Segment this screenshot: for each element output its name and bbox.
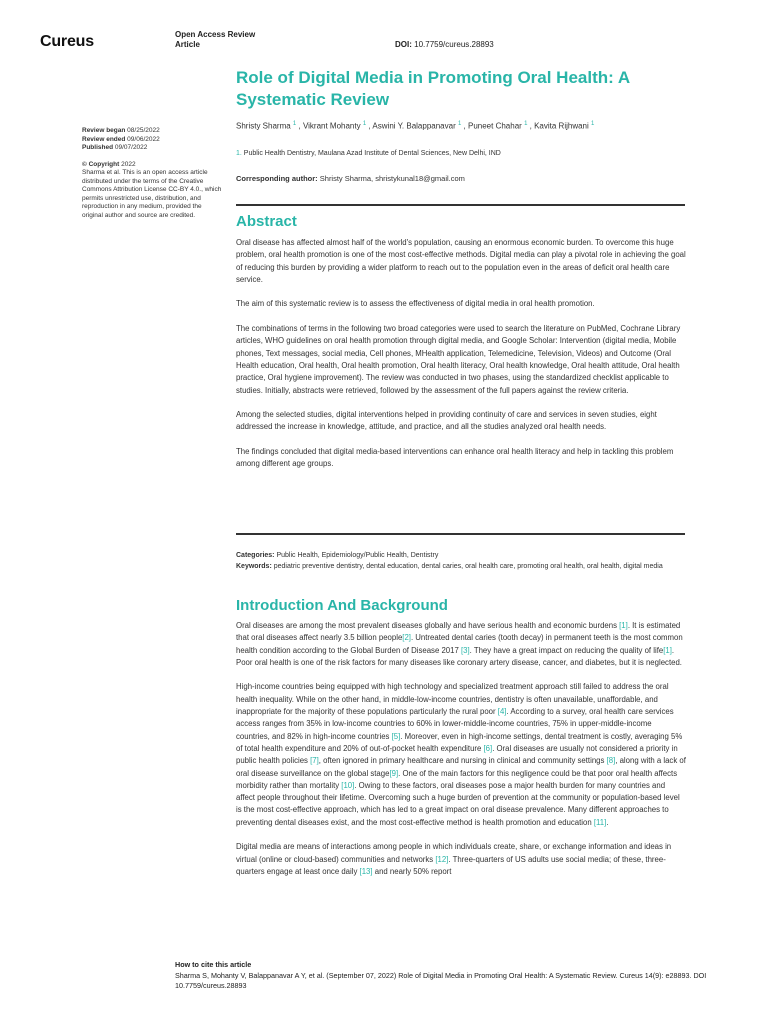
author-name[interactable]: Shristy Sharma: [236, 121, 291, 131]
review-ended: [82, 136, 222, 145]
author-list: Shristy Sharma $^1$ , Vikrant Mohanty $^1$ , Aswini Y. Balappanavar $^1$ , Puneet Chahar $^1$ , Kavita Rijhwani $^1$: [236, 121, 595, 131]
intro-heading: Introduction And Background: [236, 597, 448, 614]
text-run: Oral diseases are among the most prevalent diseases globally and have serious health and economic burdens: [236, 621, 620, 630]
text-run: . Poor oral health is one of the risk factors for many diseases like coronary artery disease, cancer, and diabetes, but it is neglected.: [236, 645, 682, 667]
keywords-text: pediatric preventive dentistry, dental education, dental caries, oral health care, promoting oral health, oral health, digital media: [273, 563, 663, 570]
abstract-body: [236, 237, 686, 483]
license-text: Sharma et al. This is an open access article distributed under the terms of the Creative Commons Attribution License CC-BY 4.0., which permits unrestricted use, distribution, and reproduction in any medium, provided the original author and source are credited.: [82, 169, 222, 219]
author-affiliation-mark: 1: [524, 121, 528, 127]
citation-link[interactable]: [10]: [341, 780, 355, 790]
article-type-line1: Open Access Review: [175, 30, 256, 39]
text-run: , often ignored in primary healthcare and nursing in clinical and community settings: [318, 756, 607, 766]
affiliation-number: 1.: [236, 150, 242, 157]
citation-link[interactable]: [7]: [310, 756, 319, 766]
text-run: Digital media are means of interactions among people in which individuals create, share, or exchange information and ideas in virtual (online or cloud-based) communities and networks: [236, 842, 672, 864]
review-began-label: Review began: [82, 127, 126, 134]
text-run: . Moreover, even in high-income settings, dental treatment is costly, averaging 5% of total health expenditure and 20% of out-of-pocket health expenditure: [236, 731, 683, 753]
keywords-label: Keywords:: [236, 563, 272, 570]
categories-label: Categories:: [236, 552, 275, 559]
review-began: [82, 127, 222, 136]
article-title: Role of Digital Media in Promoting Oral Health: A Systematic Review: [236, 68, 630, 109]
article-type: [175, 30, 255, 50]
text-run: . Oral diseases are usually not considered a priority in public health policies: [236, 743, 678, 766]
author-name[interactable]: Vikrant Mohanty: [302, 121, 361, 131]
text-run: . They have a great impact on reducing the quality of life: [469, 645, 664, 655]
abstract-heading: Abstract: [236, 213, 297, 230]
categories-keywords: [236, 550, 686, 572]
abstract-top-rule: [236, 204, 685, 206]
corresponding-text[interactable]: Shristy Sharma, shristykunal18@gmail.com: [319, 174, 465, 183]
abstract-paragraph: Among the selected studies, digital interventions helped in providing continuity of care and services in seven studies, eight addressed the increase in knowledge, attitude, and practice, and all the studies analyzed oral health needs.: [236, 410, 657, 432]
text-run: . Untreated dental caries (tooth decay) in permanent teeth is the most common health condition according to the Global Burden of Disease 2017: [236, 633, 683, 655]
corresponding-label: Corresponding author:: [236, 174, 318, 183]
citation-link[interactable]: [6]: [483, 743, 493, 753]
abstract-bottom-rule: [236, 533, 685, 535]
author-affiliation-mark: 1: [457, 121, 462, 127]
how-to-cite-heading: How to cite this article: [175, 960, 252, 969]
doi-label: DOI:: [395, 40, 412, 49]
text-run: . Three-quarters of US adults use social media; of these, three-quarters engage at least once daily: [236, 854, 666, 876]
published: [82, 144, 222, 153]
intro-paragraph: [236, 841, 686, 878]
text-run: .: [606, 817, 609, 827]
intro-paragraph: [236, 620, 686, 669]
citation-link[interactable]: [13]: [359, 866, 373, 876]
citation-link[interactable]: [2]: [402, 633, 411, 643]
citation-link[interactable]: [8]: [606, 756, 616, 766]
author-affiliation-mark: 1: [591, 121, 595, 127]
intro-body: [236, 620, 686, 891]
doi-value[interactable]: 10.7759/cureus.28893: [414, 40, 494, 49]
text-run: . It is estimated that oral diseases affect nearly 3.5 billion people: [236, 621, 681, 643]
citation-link[interactable]: [1]: [663, 645, 672, 655]
author-affiliation-mark: 1: [362, 121, 367, 127]
how-to-cite: [175, 960, 735, 992]
keywords: [236, 561, 686, 572]
abstract-paragraph: The aim of this systematic review is to assess the effectiveness of digital media in oral health promotion.: [236, 299, 595, 309]
abstract-paragraph: The combinations of terms in the following two broad categories were used to search the literature on PubMed, Cochrane Library articles, WHO guidelines on oral health promotion through digital media, and Google Scholar: Intervention (digital media, Mobile phones, Text messages, social media, Cell phones, MHealth application, Telemedicine, Television, Videos) and Outcome (Oral Health education, Oral health, Oral health promotion, Oral health literacy, Oral health knowledge, Oral health attitude, Oral health practice, Oral hygiene improvement). The review was conducted in two phases, using the standardized checklist applicable to studies. Initially, abstracts were retrieved, followed by the assessment of the full papers against the review criteria.: [236, 324, 681, 395]
text-run: , along with a lack of oral disease surveillance on the global stage: [236, 756, 686, 778]
author-name[interactable]: Puneet Chahar: [468, 121, 522, 131]
review-ended-label: Review ended: [82, 135, 126, 143]
doi: [395, 40, 494, 49]
copyright-year: 2022: [121, 160, 136, 168]
article-meta: [82, 127, 222, 220]
citation-link[interactable]: [4]: [497, 707, 507, 717]
review-began-date: 08/25/2022: [127, 127, 160, 134]
citation-link[interactable]: [1]: [619, 621, 628, 630]
citation-link[interactable]: [9]: [389, 768, 399, 778]
citation-link[interactable]: [5]: [391, 731, 401, 741]
categories-text: Public Health, Epidemiology/Public Health, Dentistry: [276, 552, 439, 559]
review-ended-date: 09/06/2022: [127, 135, 160, 143]
published-label: Published: [82, 144, 114, 151]
how-to-cite-text: Sharma S, Mohanty V, Balappanavar A Y, et al. (September 07, 2022) Role of Digital Media in Promoting Oral Health: A Systematic Review. Cureus 14(9): e28893. DOI 10.7759/cureus.28893: [175, 970, 707, 990]
article-type-line2: Article: [175, 40, 200, 49]
text-run: High-income countries being equipped with high technology and specialized treatment approach still failed to address the oral health inequality. While on the other hand, in middle-low-income countries, dentistry is often unavailable, unaffordable, and inappropriate for the majority of these populations particularly the rural poor: [236, 682, 669, 717]
published-date: 09/07/2022: [114, 144, 148, 151]
intro-paragraph: [236, 681, 686, 829]
cureus-logo: Cureus: [40, 33, 94, 50]
text-run: . One of the main factors for this negligence could be that poor oral health affects morbidity rather than mortality: [236, 768, 678, 790]
affiliation-text: Public Health Dentistry, Maulana Azad Institute of Dental Sciences, New Delhi, IND: [243, 150, 501, 157]
text-run: . According to a survey, oral health care services access ranges from 35% in low-income countries to 60% in lower-middle-income countries, 75% in upper-middle-income countries, and 82% in high-income countries: [236, 707, 674, 741]
author-name[interactable]: Kavita Rijhwani: [534, 121, 589, 131]
citation-link[interactable]: [3]: [460, 645, 470, 655]
text-run: and nearly 50% report: [372, 866, 452, 876]
categories: [236, 550, 686, 561]
abstract-paragraph: The findings concluded that digital media-based interventions can enhance oral health literacy and help in tackling this problem among different age groups.: [236, 447, 674, 469]
copyright: [82, 161, 222, 170]
citation-link[interactable]: [11]: [593, 817, 607, 827]
affiliation: [236, 150, 706, 157]
author-name[interactable]: Aswini Y. Balappanavar: [372, 121, 456, 131]
author-affiliation-mark: 1: [292, 121, 297, 127]
corresponding-author: [236, 174, 706, 183]
abstract-paragraph: Oral disease has affected almost half of the world's population, causing an enormous economic burden. To overcome this huge problem, oral health promotion is one of the most cost-effective methods. Digital media can play a pivotal role in achieving the goal of reducing this burden by providing a wider platform to reach out to the population even in the areas of deficit oral health care service.: [236, 238, 686, 284]
copyright-label: © Copyright: [82, 160, 120, 168]
citation-link[interactable]: [12]: [435, 854, 449, 864]
text-run: . Owing to these factors, oral diseases pose a major health burden for many countries and affect people throughout their lifetime. Overcoming such a huge burden of prevention at the community or population-based level is the most cost-effective approach, which has led to a great impact on oral disease prevalence. Many different approaches to preventing dental diseases exist, and the most cost-effective method is health promotion and education: [236, 780, 680, 827]
